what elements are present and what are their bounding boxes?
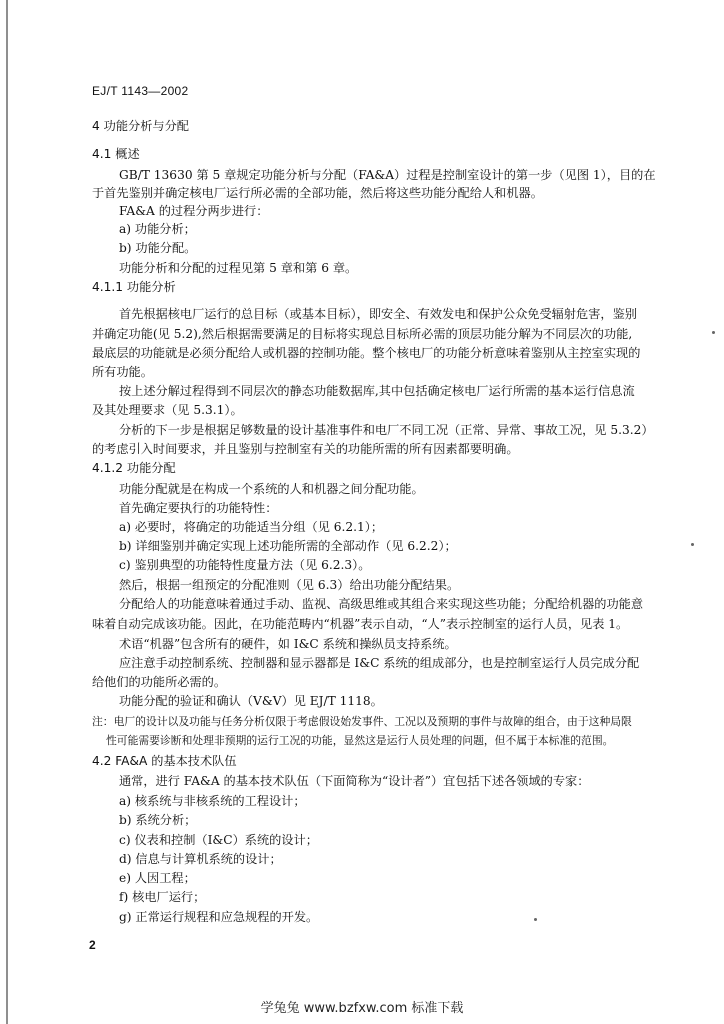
paragraph-line: 分析的下一步是根据足够数量的设计基准事件和电厂不同工况（正常、异常、事故工况，见 5.3.2） [119,423,654,437]
paragraph-line: 按上述分解过程得到不同层次的静态功能数据库,其中包括确定核电厂运行所需的基本运行信息流 [119,384,635,398]
paragraph-line: 并确定功能(见 5.2),然后根据需要满足的目标将实现总目标所必需的顶层功能分解为不同层次的功能, [92,327,633,341]
list-item: a) 必要时，将确定的功能适当分组（见 6.2.1）； [119,520,384,534]
paragraph-line: FA&A 的过程分两步进行： [119,204,269,218]
scan-speck [534,918,537,921]
list-item: c) 鉴别典型的功能特性度量方法（见 6.2.3）。 [119,558,371,572]
scan-speck [691,543,694,546]
paragraph-line: 术语“机器”包含所有的硬件，如 I&C 系统和操纵员支持系统。 [119,637,457,651]
list-item: b) 系统分析； [119,813,197,827]
paragraph-line: 分配给人的功能意味着通过手动、监视、高级思维或其组合来实现这些功能；分配给机器的功能意 [119,597,644,611]
section-4-1-1-heading: 4.1.1 功能分析 [92,280,176,294]
paragraph-line: 应注意手动控制系统、控制器和显示器都是 I&C 系统的组成部分，也是控制室运行人员完成分配 [119,656,640,670]
list-item: b) 功能分配。 [119,241,197,255]
section-4-1-heading: 4.1 概述 [92,147,140,161]
paragraph-line: 最底层的功能就是必须分配给人或机器的控制功能。整个核电厂的功能分析意味着鉴别从主控室实现的 [92,346,641,360]
list-item: e) 人因工程； [119,871,196,885]
paragraph-line: 功能分析和分配的过程见第 5 章和第 6 章。 [119,261,358,275]
list-item: c) 仪表和控制（I&C）系统的设计； [119,833,318,847]
list-item: f) 核电厂运行； [119,890,206,904]
list-item: g) 正常运行规程和应急规程的开发。 [119,910,319,924]
section-4-title: 4 功能分析与分配 [92,119,189,133]
paragraph-line: 味着自动完成该功能。因此，在功能范畴内“机器”表示自动，“人”表示控制室的运行人员，见表 1。 [92,617,629,631]
paragraph-line: 功能分配的验证和确认（V&V）见 EJ/T 1118。 [119,694,383,708]
list-item: b) 详细鉴别并确定实现上述功能所需的全部动作（见 6.2.2）； [119,539,457,553]
site-footer: 学兔兔 www.bzfxw.com 标准下载 [260,1001,464,1016]
section-4-2-heading: 4.2 FA&A 的基本技术队伍 [92,754,237,768]
paragraph-line: 然后，根据一组预定的分配准则（见 6.3）给出功能分配结果。 [119,578,460,592]
paragraph-line: 首先根据核电厂运行的总目标（或基本目标），即安全、有效发电和保护公众免受辐射危害，鉴别 [119,307,637,321]
paragraph-line: 通常，进行 FA&A 的基本技术队伍（下面简称为“设计者”）宜包括下述各领域的专家： [119,774,590,788]
paragraph-line: 功能分配就是在构成一个系统的人和机器之间分配功能。 [119,482,424,496]
section-4-1-2-heading: 4.1.2 功能分配 [92,461,176,475]
note-line: 注：电厂的设计以及功能与任务分析仅限于考虑假设始发事件、工况以及预期的事件与故障的组合，由于这种局限 [92,715,632,728]
paragraph-line: 首先确定要执行的功能特性： [119,501,278,515]
list-item: d) 信息与计算机系统的设计； [119,852,282,866]
paragraph-line: 于首先鉴别并确定核电厂运行所必需的全部功能，然后将这些功能分配给人和机器。 [92,186,543,200]
standard-number: EJ/T 1143—2002 [92,84,189,98]
list-item: a) 核系统与非核系统的工程设计； [119,794,306,808]
list-item: a) 功能分析； [119,222,196,236]
paragraph-line: 及其处理要求（见 5.3.1）。 [92,403,243,417]
paragraph-line: 所有功能。 [92,365,153,379]
scan-speck [712,331,715,334]
paragraph-line: GB/T 13630 第 5 章规定功能分析与分配（FA&A）过程是控制室设计的第一步（见图 1），目的在 [119,168,656,182]
note-line: 性可能需要诊断和处理非预期的运行工况的功能，显然这是运行人员处理的问题，但不属于本标准的范围。 [106,734,614,747]
page-number: 2 [89,938,96,952]
paragraph-line: 的考虑引入时间要求，并且鉴别与控制室有关的功能所需的所有因素都要明确。 [92,442,519,456]
paragraph-line: 给他们的功能所必需的。 [92,675,227,689]
